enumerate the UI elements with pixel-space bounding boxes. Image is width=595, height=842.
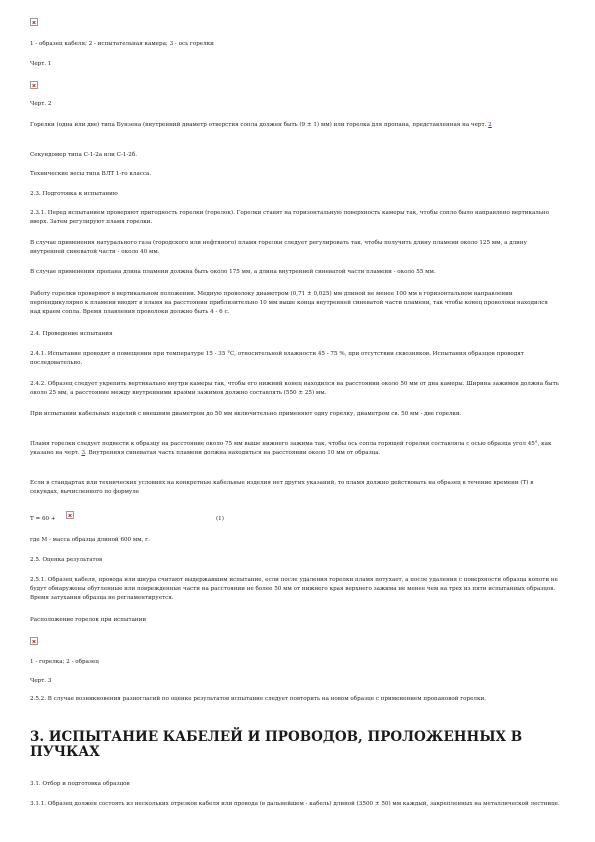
paragraph-flame-text-a: Пламя горелки следует подвести к образцу на расстояние около 75 мм выше нижнего зажима так, чтобы ось сопла горящей горелки составляла с осью образца угол 45°, как указано на черт. <box>30 441 552 456</box>
formula-number: (1) <box>216 516 224 522</box>
section-heading-2-3: 2.3. Подготовка к испытанию <box>30 191 118 197</box>
section-heading-3-1: 3.1. Отбор и подготовка образцов <box>30 781 130 787</box>
paragraph-natural-gas: В случае применения натурального газа (городского или нефтяного) пламя горелки следует регулировать так, чтобы получить длину пламени около 125 мм, а длину внутренней синеватой части - около 40 мм. <box>30 240 527 255</box>
chart-3-label: Черт. 3 <box>30 678 52 684</box>
paragraph-3-1-1: 3.1.1. Образец должен состоять из нескольких отрезков кабеля или провода (в дальнейшем - кабель) длиной (3500 ± 50) мм каждый, закрепленных на металлической лестнице. <box>30 801 560 807</box>
section-heading-2-4: 2.4. Проведение испытания <box>30 331 113 337</box>
formula-line <box>30 515 56 524</box>
figure-1-image-placeholder <box>30 18 38 26</box>
paragraph-2-5-2: 2.5.2. В случае возникновения разногласий по оценке результатов испытание следует повторить на новом образце с применением пропановой горелки. <box>30 696 486 702</box>
paragraph-2-4-2: 2.4.2. Образец следует укрепить вертикально внутри камеры так, чтобы его нижний конец находился на расстоянии около 50 мм от дна камеры. Ширина зажимов должна быть около 25 мм, а расстояние между внутренними краями зажимов должно составлять (550 ± 25) мм. <box>30 381 559 396</box>
paragraph-timer: Секундомер типа С-1-2а или С-1-2б. <box>30 152 138 158</box>
chart-2-link[interactable]: 2 <box>488 122 492 128</box>
formula-image-placeholder <box>66 511 74 519</box>
figure-2-image-placeholder <box>30 81 38 89</box>
paragraph-standard: Если в стандартах или технических условиях на конкретные кабельные изделия нет других указаний, то пламя должно действовать на образец в течение времени (T) в секундах, вычисленного по формуле <box>30 480 534 495</box>
paragraph-burner <box>30 121 560 130</box>
paragraph-2-4-1: 2.4.1. Испытание проводят в помещении при температуре 15 - 35 °С, относительной влажности 45 - 75 %, при отсутствии сквозняков. Испытания образцов проводят последовательно. <box>30 351 524 366</box>
figure-1-caption: 1 - образец кабеля; 2 - испытательная камера; 3 - ось горелки <box>30 41 214 47</box>
section-heading-3: 3. ИСПЫТАНИЕ КАБЕЛЕЙ И ПРОВОДОВ, ПРОЛОЖЕННЫХ В ПУЧКАХ <box>30 729 523 760</box>
paragraph-2-5-1: 2.5.1. Образец кабеля, провода или шнура считают выдержавшим испытание, если после удаления горелки пламя потухает, а после удаления с поверхности образца копоти не будут обнаружены обугленные или поврежденные части на расстоянии не более 50 мм от нижнего края верхнего зажима не менее чем на трех из пяти испытанных образцов. Время затухания образца не регламентируется. <box>30 577 558 601</box>
paragraph-scales: Технические весы типа ВЛТ 1-го класса. <box>30 171 152 177</box>
section-heading-2-5: 2.5. Оценка результатов <box>30 557 103 563</box>
paragraph-burner-text: Горелки (одна или две) типа Бунзена (внутренний диаметр отверстия сопла должен быть (9 ± 1) мм) или горелка для пропана, представленная на черт. <box>30 122 487 128</box>
paragraph-where-m: где M - масса образца длиной 600 мм, г. <box>30 537 150 543</box>
figure-3-caption: 1 - горелка; 2 - образец <box>30 659 99 665</box>
chart-1-label: Черт. 1 <box>30 61 52 67</box>
paragraph-cable-diameter: При испытании кабельных изделий с внешним диаметром до 50 мм включительно применяют одну горелку, диаметром св. 50 мм - две горелки. <box>30 411 462 417</box>
paragraph-flame-text-b: . Внутренняя синеватая часть пламени должна находиться на расстоянии около 10 мм от образца. <box>85 450 381 456</box>
figure-3-image-placeholder <box>30 637 38 645</box>
paragraph-propane: В случае применения пропана длина пламени должна быть около 175 мм, а длина внутренней синеватой части пламени - около 55 мм. <box>30 269 436 275</box>
chart-2-label: Черт. 2 <box>30 101 52 107</box>
chart-3-link[interactable]: 3 <box>81 450 86 456</box>
paragraph-flame-position <box>30 440 560 458</box>
burner-layout-title: Расположение горелок при испытании <box>30 617 147 623</box>
paragraph-2-3-1: 2.3.1. Перед испытанием проверяют пригодность горелки (горелок). Горелки ставят на горизонтальную поверхность камеры так, чтобы сопло было направлено вертикально вверх. Затем регулируют пламя горелки. <box>30 210 549 225</box>
formula-lhs: T = 60 + <box>30 516 56 522</box>
paragraph-burner-check: Работу горелки проверяют в вертикальном положении. Медную проволоку диаметром (0,71 ± 0,025) мм длиной не менее 100 мм в горизонтальном направлении перпендикулярно к пламени вводят в пламя на расстоянии приблизительно 10 мм выше конца внутренней синеватой части пламени, так чтобы конец проволоки находился над краем сопла. Время плавления проволоки должно быть 4 - 6 с. <box>30 291 548 315</box>
